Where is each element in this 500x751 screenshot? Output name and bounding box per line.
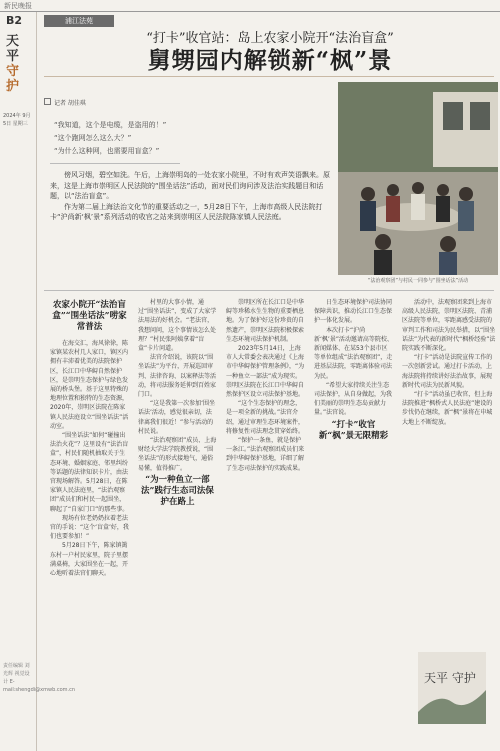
body-divider: [44, 290, 494, 291]
column-name-vertical-1: 天平: [6, 34, 20, 64]
editor-credits: 责任编辑 刘光辉 视觉设计 E-mail:shengdi@xmwb.com.cn: [3, 663, 76, 693]
quote-line-1: “我知道，这个是电缆，是盗用的！”: [54, 121, 167, 129]
body-paragraph: “法治观察团”成员、上海财经大学法学院教授说，“围坐话法”的形式接地气，通俗易懂，值得推广。: [138, 437, 217, 472]
column-name-vertical-2: 守护: [6, 64, 21, 94]
body-column-1: [50, 298, 129, 744]
body-paragraph: “围坐话法”如何“碰撞出法治火花”？这里设有“法治盲盒”，村民们随机抽取关于生态环境、婚姻家庭、邻里纠纷等话题的法律知识卡片，由法官现场解答。5月28日，在陈家镇人民法庭里，“法治观察团”成员们和村民一起围坐，聊起了“自家门口”的那些事。: [50, 432, 129, 513]
quote-divider: [50, 163, 180, 164]
top-divider: [0, 11, 500, 12]
article-headline: 舅甥园内解锁新“枫”景: [147, 47, 393, 74]
byline-square-icon: [44, 98, 51, 105]
quote-line-2: “这个跑网怎么这么大？”: [54, 134, 132, 142]
body-paragraph: “这是我第一次参加‘围坐话法’活动，感觉很亲切，法律离我们很近！”参与活动的村民说。: [138, 400, 216, 435]
body-paragraph: “保护一条鱼，就是保护一条江。”法治观察团成员们来到中华鲟保护基地，详细了解了生态司法保护的实践成果。: [226, 437, 305, 472]
body-column-2: [138, 298, 217, 744]
scales-logo-icon: [418, 652, 486, 724]
body-paragraph: “希望大家持续关注生态司法保护，从自身做起，为我们美丽的崇明生态岛贡献力量。”法官说。: [314, 381, 393, 417]
body-paragraph: 日生态环境保护司法协同保障共识，推动长江口生态保护一体化发展。: [314, 299, 393, 325]
headline-divider: [44, 76, 494, 77]
body-paragraph: 村里的大事小情，通过“围坐话法”，变成了大家学法用法的好机会。“老法官，我想问问，这个事情该怎么处理？”村民张阿姨拿着“盲盒”卡片问道。: [138, 299, 217, 353]
section-heading-2: “为一种鱼立一部法”践行生态司法保护在路上: [141, 474, 214, 507]
body-column-4: [314, 298, 393, 744]
body-paragraph: 2023年5月14日，上海市人大常委会表决通过《上海市中华鲟保护管理条例》，“为一种鱼立一部法”成为现实。崇明区法院在长江口中华鲟自然保护区设立司法保护基地。: [226, 345, 305, 399]
body-column-3: [226, 298, 305, 744]
body-paragraph: 崇明区所在长江口是中华鲟等珍稀水生生物的重要栖息地。为了保护好这份珍贵的自然遗产，崇明区法院积极探索生态环境司法保护机制。: [226, 299, 305, 343]
body-paragraph: “打卡”活动虽已收官，但上海法院推进“枫桥式人民法庭”建设的步伐仍在继续，新“枫”景将在申城大地上不断绽放。: [402, 391, 493, 426]
issue-date: 2024年 9月5日 星期三: [3, 113, 31, 127]
section-heading-3: “打卡”收官新“枫”景无限精彩: [318, 419, 389, 441]
logo-text: 天平 守护: [424, 671, 476, 685]
section-heading-1: 农家小院开“法治盲盒”“围坐话法”唠家常普法: [52, 300, 127, 332]
intro-paragraph: 作为第二届上海法治文化节的重要活动之一，5月28日下午，上海市高级人民法院打卡“沪尚新‘枫’景”系列活动的收官之站来到崇明区人民法院陈家镇人民法庭。: [50, 202, 323, 221]
section-tag: 浦江法苑: [44, 15, 114, 27]
photo-caption: “法治观察团”与村民一同参与“围坐话法”活动: [367, 278, 469, 284]
courtyard-photo-illustration: [338, 82, 498, 275]
quote-line-3: “为什么这种网，也需要用盲盒？”: [54, 147, 160, 155]
body-paragraph: 在海交汇，海风徐徐，陈家镇某农村几人家口，镇区内拥有丰沛着优美的法院保护区，长江口中华鲟自然保护区，是崇明生态保护与绿色发展的桥头堡。基于这里特殊的地理位置和独特的生态资源，2020年，崇明区法院在陈家镇人民法庭设立“围坐话法”活动室。: [50, 340, 129, 430]
body-paragraph: 本次打卡“沪尚新‘枫’景”活动邀请高等院校、新闻媒体、在某53个县市区等单位组成“法治观察团”，走进基层法院，零距离体验司法为民。: [314, 326, 393, 380]
body-paragraph: 现场有位老奶奶拉着老法官的手说：“这个‘盲盒’好，我们也要参加！”: [50, 514, 129, 541]
intro-paragraph: 傍风习烟，碧空如洗。午后，上海崇明岛的一处农家小院里，不时有欢声笑语飘来。原来，这是上海市崇明区人民法院的“围坐话法”活动，面对民们询问涉及法治实践题目和话题，以“法治盲盒”。: [50, 171, 330, 200]
byline: [44, 98, 86, 107]
body-paragraph: “这个生态保护的理念，是一项全新的挑战。”法官介绍，通过审理生态环境案件，将修复性司法理念贯穿始终。: [226, 400, 305, 435]
article-subtitle: “打卡”收官站：岛上农家小院开“法治盲盒”: [146, 31, 394, 46]
body-paragraph: 5月28日下午，陈家镇篱东村一户村民家里，院子里摆满桌椅，大家围坐在一起，开心地听着法官们聊天。: [50, 542, 129, 578]
byline-text: 记者 胡佳琪: [54, 100, 86, 107]
article-intro: [50, 170, 332, 223]
body-paragraph: “打卡”活动是法院宣传工作的一次创新尝试。通过打卡活动，上海法院将持续讲好法治故事，展现新时代司法为民新风貌。: [402, 354, 493, 389]
column-logo-graphic: [418, 652, 486, 724]
article-photo: [338, 82, 498, 275]
body-paragraph: 法官介绍说，该院以“围坐话法”为平台，开展巡回审判、法律咨询、以案释法等活动，将司法服务延伸到百姓家门口。: [138, 354, 217, 399]
page-number: B2: [6, 14, 23, 27]
newspaper-masthead: 新民晚报: [4, 2, 32, 10]
body-paragraph: 活动中，法观察团来到上海市高级人民法院，崇明区法院、青浦区法院等单位，零距离感受法院的审判工作和司法为民举措，以“围坐话法”为代表的新时代“枫桥经验”法院实践不断深化。: [402, 299, 496, 353]
